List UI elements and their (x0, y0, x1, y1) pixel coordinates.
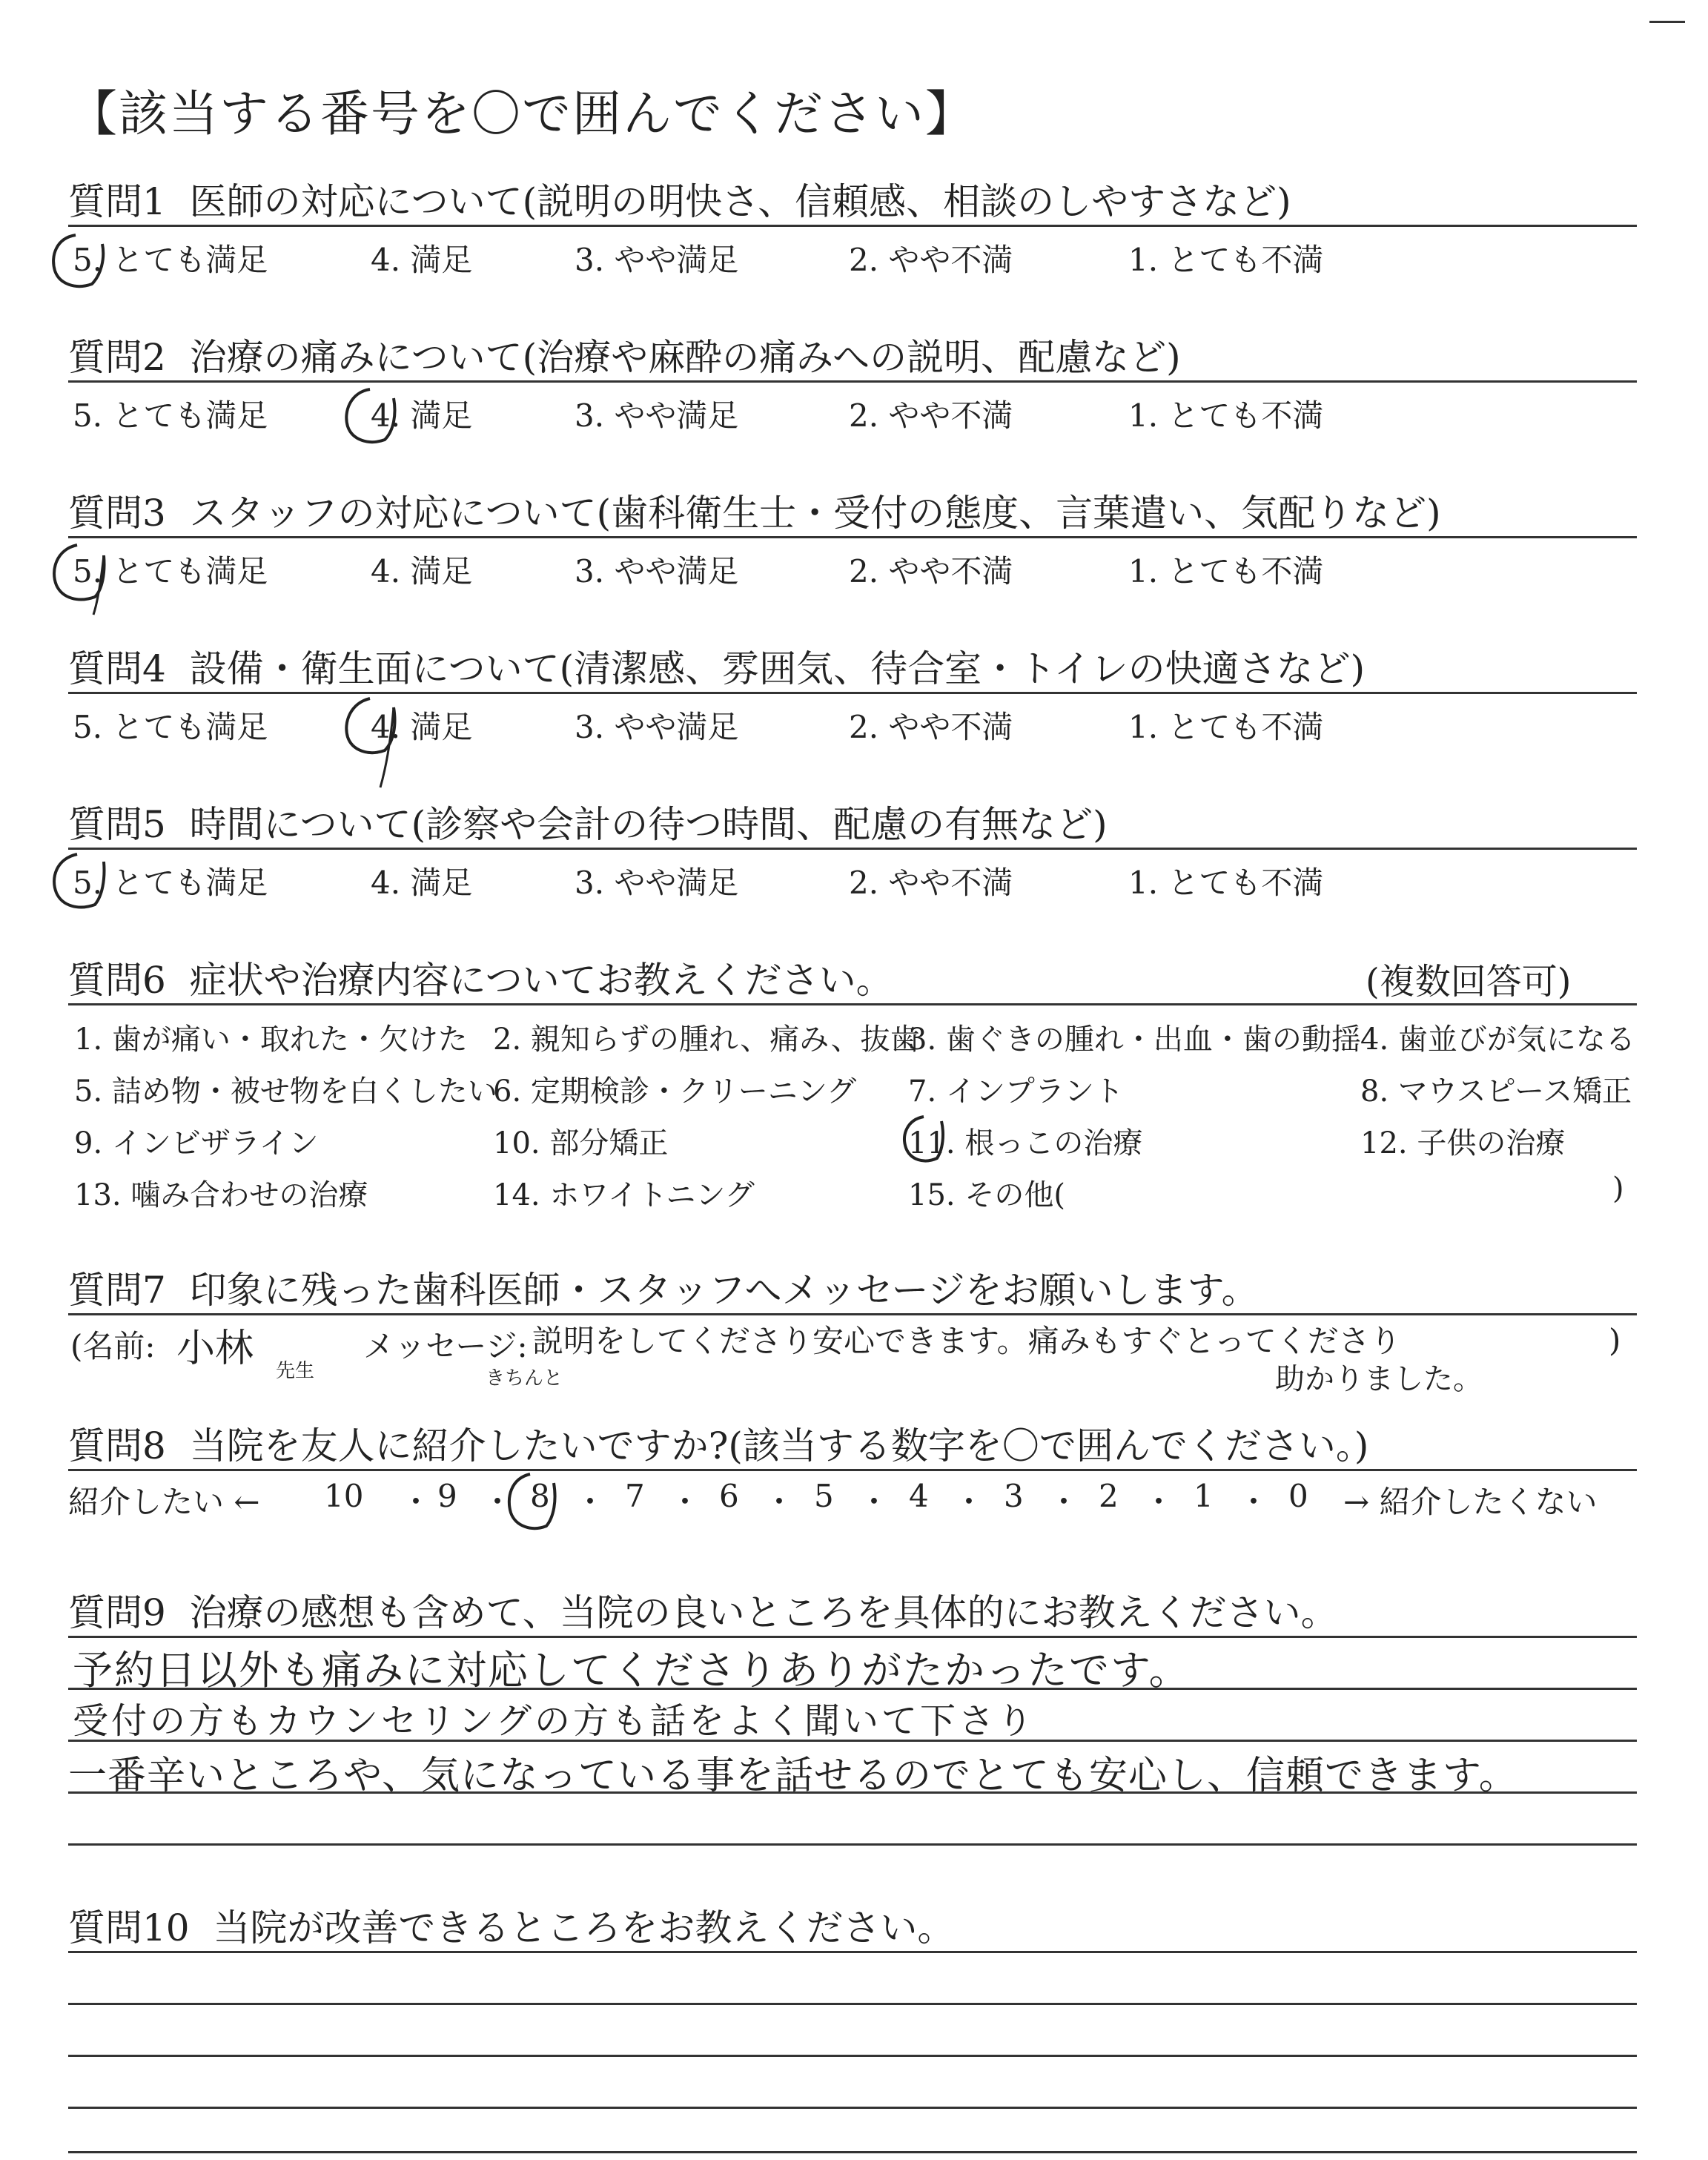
q6-option-6[interactable]: 6. 定期検診・クリーニング (493, 1074, 857, 1109)
question-7-label: 質問7 (68, 1269, 166, 1312)
q8-scale-1[interactable]: 1 (1194, 1478, 1214, 1514)
question-5-text: 時間について(診察や会計の待つ時間、配慮の有無など) (189, 803, 1108, 846)
question-1-text: 医師の対応について(説明の明快さ、信頼感、相談のしやすさなど) (189, 180, 1291, 223)
q1-option-2[interactable]: 2. やや不満 (849, 242, 1013, 278)
question-7 (68, 1261, 1259, 1314)
q8-dot: ・ (764, 1484, 795, 1520)
q8-right-label: → 紹介したくない (1343, 1484, 1598, 1520)
q6-option-9[interactable]: 9. インビザライン (74, 1126, 319, 1160)
question-2-rule (68, 380, 1637, 383)
question-5 (68, 795, 1108, 848)
q4-option-2[interactable]: 2. やや不満 (849, 709, 1013, 745)
q6-option-13[interactable]: 13. 噛み合わせの治療 (74, 1178, 368, 1212)
q9-answer-line-1[interactable]: 予約日以外も痛みに対応してくださりありがたかったです。 (73, 1647, 1191, 1694)
question-6-label: 質問6 (68, 959, 166, 1002)
question-7-text: 印象に残った歯科医師・スタッフへメッセージをお願いします。 (189, 1269, 1259, 1312)
q4-option-1[interactable]: 1. とても不満 (1128, 709, 1324, 745)
q8-scale-0[interactable]: 0 (1288, 1478, 1308, 1514)
q2-option-5[interactable]: 5. とても満足 (73, 397, 268, 434)
question-5-options (0, 859, 1708, 903)
answer-line (68, 1843, 1637, 1846)
question-4-rule (68, 692, 1637, 694)
q7-message-value[interactable]: 説明をしてくださり安心できます。痛みもすぐとってくださり (532, 1323, 1401, 1359)
q5-option-3[interactable]: 3. やや満足 (575, 865, 739, 901)
q8-left-label: 紹介したい ← (68, 1484, 260, 1520)
q8-dot: ・ (400, 1484, 432, 1520)
q8-dot: ・ (1238, 1484, 1270, 1520)
q8-dot: ・ (482, 1484, 514, 1520)
question-10-rule (68, 1951, 1637, 1953)
question-2-text: 治療の痛みについて(治療や麻酔の痛みへの説明、配慮など) (189, 336, 1181, 379)
question-10-text: 当院が改善できるところをお教えください。 (213, 1906, 955, 1949)
question-8-rule (68, 1469, 1637, 1471)
q6-option-10[interactable]: 10. 部分矯正 (493, 1126, 669, 1160)
q7-close: ) (1609, 1322, 1621, 1358)
q2-option-4[interactable]: 4. 満足 (371, 397, 473, 434)
q8-scale-6[interactable]: 6 (719, 1478, 739, 1514)
q1-option-3[interactable]: 3. やや満足 (575, 242, 739, 278)
q6-option-14[interactable]: 14. ホワイトニング (493, 1178, 755, 1212)
question-9 (68, 1583, 1338, 1636)
q8-scale-4[interactable]: 4 (909, 1478, 929, 1514)
q7-message-label: メッセージ: (363, 1328, 528, 1364)
q8-scale-2[interactable]: 2 (1099, 1478, 1119, 1514)
q8-dot: ・ (1048, 1484, 1080, 1520)
answer-line (68, 2003, 1637, 2005)
question-4-options (0, 703, 1708, 747)
answer-line (68, 2107, 1637, 2109)
q2-option-1[interactable]: 1. とても不満 (1128, 397, 1324, 434)
q8-dot: ・ (575, 1484, 606, 1520)
question-2-label: 質問2 (68, 336, 166, 379)
q6-option-11[interactable]: 11. 根っこの治療 (908, 1126, 1143, 1160)
q2-option-2[interactable]: 2. やや不満 (849, 397, 1013, 434)
q6-option-15[interactable]: 15. その他( (908, 1178, 1065, 1212)
question-6-note: (複数回答可) (1366, 961, 1572, 1003)
question-4-text: 設備・衛生面について(清潔感、雰囲気、待合室・トイレの快適さなど) (189, 647, 1366, 690)
q3-option-3[interactable]: 3. やや満足 (575, 553, 739, 589)
q2-option-3[interactable]: 3. やや満足 (575, 397, 739, 434)
q6-option-2[interactable]: 2. 親知らずの腫れ、痛み、抜歯 (493, 1023, 920, 1057)
q8-dot: ・ (953, 1484, 985, 1520)
q8-scale-5[interactable]: 5 (814, 1478, 834, 1514)
q8-scale-9[interactable]: 9 (437, 1478, 457, 1514)
q7-name-label: (名前: (70, 1328, 156, 1364)
q6-option-8[interactable]: 8. マウスピース矯正 (1360, 1074, 1632, 1109)
q4-option-5[interactable]: 5. とても満足 (73, 709, 268, 745)
q6-option-1[interactable]: 1. 歯が痛い・取れた・欠けた (74, 1023, 468, 1057)
question-3-text: スタッフの対応について(歯科衛生士・受付の態度、言葉遣い、気配りなど) (189, 492, 1441, 535)
question-7-rule (68, 1313, 1637, 1315)
q3-option-1[interactable]: 1. とても不満 (1128, 553, 1324, 589)
q7-message-insert: きちんと (486, 1367, 563, 1390)
q9-answer-line-3[interactable]: 一番辛いところや、気になっている事を話せるのでとても安心し、信頼できます。 (68, 1754, 1518, 1798)
q4-option-3[interactable]: 3. やや満足 (575, 709, 739, 745)
q7-name-value[interactable]: 小林 (176, 1327, 254, 1371)
q6-option-7[interactable]: 7. インプラント (908, 1074, 1124, 1109)
question-10 (68, 1898, 954, 1952)
q1-option-5[interactable]: 5. とても満足 (73, 242, 268, 278)
q8-scale-10[interactable]: 10 (324, 1478, 364, 1514)
question-2 (68, 328, 1181, 381)
question-6-text: 症状や治療内容についてお教えください。 (189, 959, 893, 1002)
question-4-label: 質問4 (68, 647, 166, 690)
q8-scale-3[interactable]: 3 (1004, 1478, 1024, 1514)
q5-option-4[interactable]: 4. 満足 (371, 865, 473, 901)
question-3-options (0, 547, 1708, 592)
corner-mark (1649, 21, 1685, 23)
question-5-rule (68, 848, 1637, 850)
question-3-label: 質問3 (68, 492, 166, 535)
q8-dot: ・ (1143, 1484, 1175, 1520)
q1-option-4[interactable]: 4. 満足 (371, 242, 473, 278)
question-1-options (0, 236, 1708, 280)
question-10-label: 質問10 (68, 1906, 190, 1949)
question-3 (68, 483, 1441, 537)
q6-option-4[interactable]: 4. 歯並びが気になる (1360, 1023, 1635, 1057)
q3-option-5[interactable]: 5. とても満足 (73, 553, 268, 589)
q6-option-12[interactable]: 12. 子供の治療 (1360, 1126, 1566, 1160)
q8-scale-8[interactable]: 8 (530, 1478, 550, 1514)
question-9-rule (68, 1636, 1637, 1638)
answer-line (68, 2151, 1637, 2153)
question-8 (68, 1416, 1368, 1470)
page-title: 【該当する番号を〇で囲んでください】 (68, 85, 976, 142)
question-4 (68, 639, 1365, 693)
question-1-label: 質問1 (68, 180, 166, 223)
q4-option-4[interactable]: 4. 満足 (371, 709, 473, 745)
question-2-options (0, 392, 1708, 436)
q6-option-5[interactable]: 5. 詰め物・被せ物を白くしたい (74, 1074, 497, 1109)
question-8-label: 質問8 (68, 1424, 166, 1467)
q9-answer-line-2[interactable]: 受付の方もカウンセリングの方も話をよく聞いて下さり (73, 1700, 1036, 1742)
question-1-rule (68, 225, 1637, 227)
question-6-rule (68, 1003, 1637, 1005)
q5-option-1[interactable]: 1. とても不満 (1128, 865, 1324, 901)
q3-option-4[interactable]: 4. 満足 (371, 553, 473, 589)
q3-option-2[interactable]: 2. やや不満 (849, 553, 1013, 589)
q8-dot: ・ (858, 1484, 890, 1520)
q6-option-15-close: ) (1612, 1172, 1624, 1206)
q7-name-suffix: 先生 (276, 1360, 315, 1382)
question-3-rule (68, 536, 1637, 538)
question-9-label: 質問9 (68, 1591, 166, 1634)
q7-message-value2[interactable]: 助かりました。 (1275, 1362, 1483, 1396)
q1-option-1[interactable]: 1. とても不満 (1128, 242, 1324, 278)
answer-line (68, 2055, 1637, 2057)
question-8-text: 当院を友人に紹介したいですか?(該当する数字を〇で囲んでください。) (189, 1424, 1369, 1467)
q5-option-5[interactable]: 5. とても満足 (73, 865, 268, 901)
question-1 (68, 172, 1291, 225)
q5-option-2[interactable]: 2. やや不満 (849, 865, 1013, 901)
question-6 (68, 951, 893, 1004)
q8-scale-7[interactable]: 7 (625, 1478, 645, 1514)
q8-dot: ・ (669, 1484, 701, 1520)
question-5-label: 質問5 (68, 803, 166, 846)
q6-option-3[interactable]: 3. 歯ぐきの腫れ・出血・歯の動揺 (908, 1023, 1361, 1057)
question-9-text: 治療の感想も含めて、当院の良いところを具体的にお教えください。 (189, 1591, 1338, 1634)
